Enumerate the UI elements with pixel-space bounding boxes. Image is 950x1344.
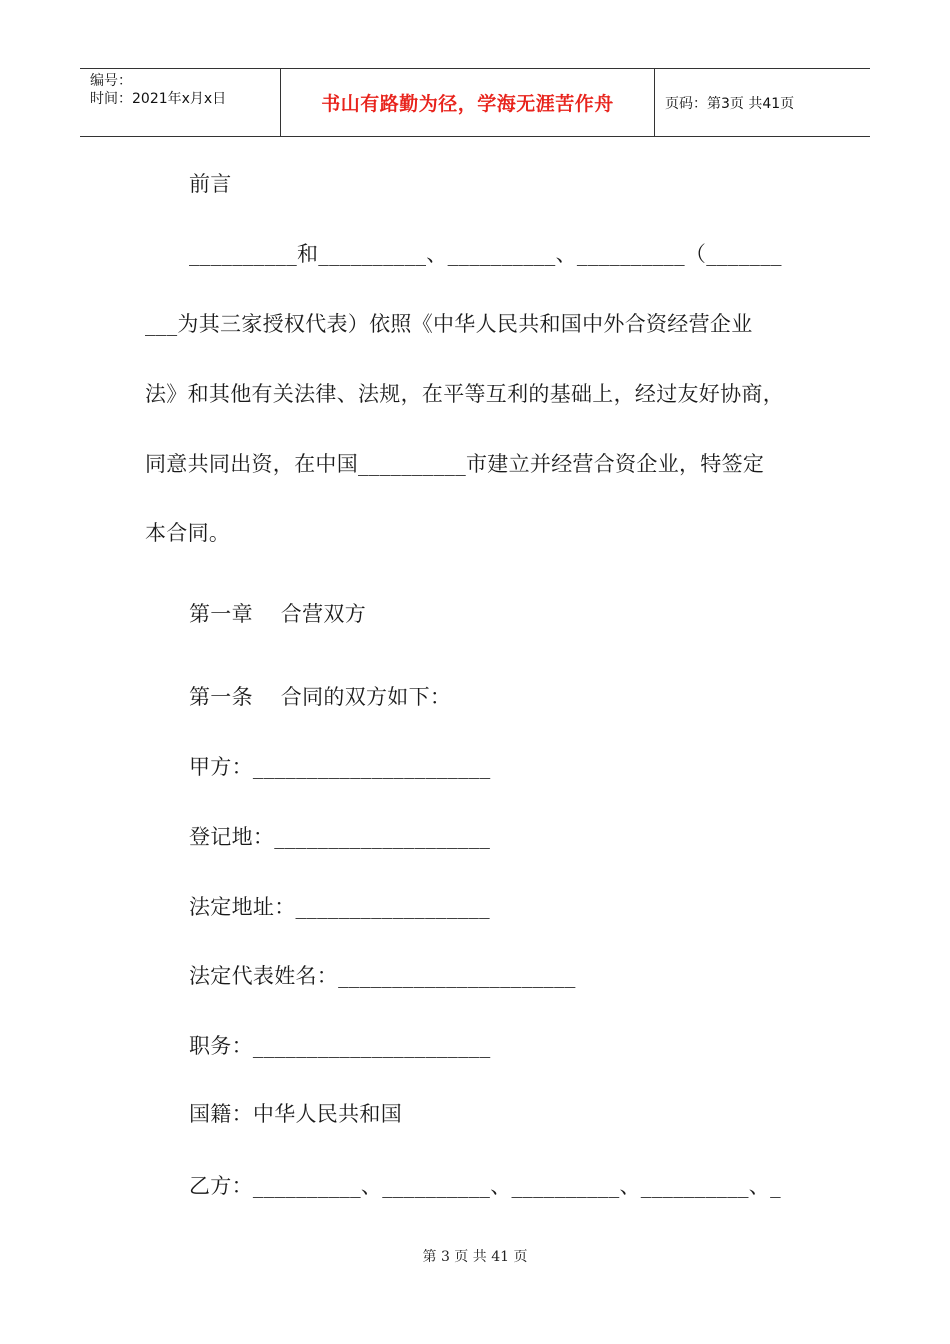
legal-address-field: 法定地址：__________________ <box>189 895 490 919</box>
page-header <box>80 68 870 137</box>
paragraph-line: 法》和其他有关法律、法规，在平等互利的基础上，经过友好协商， <box>145 382 784 406</box>
paragraph-line: __________和__________、__________、__________（_______ <box>189 242 782 266</box>
document-date-label: 时间：2021年x月x日 <box>90 91 227 107</box>
legal-representative-field: 法定代表姓名：______________________ <box>189 964 576 988</box>
nationality-field: 国籍：中华人民共和国 <box>189 1102 402 1126</box>
paragraph-line: ___为其三家授权代表）依照《中华人民共和国中外合资经营企业 <box>145 312 753 336</box>
preface-title: 前言 <box>189 172 232 196</box>
party-b-field: 乙方：__________、__________、__________、__________、_ <box>189 1174 781 1198</box>
chapter-heading: 第一章 合营双方 <box>189 602 367 626</box>
registration-field: 登记地：____________________ <box>189 825 491 849</box>
header-meta-cell <box>80 69 281 136</box>
header-motto: 书山有路勤为径，学海无涯苦作舟 <box>281 69 655 136</box>
position-field: 职务：______________________ <box>189 1034 491 1058</box>
document-number-label: 编号： <box>90 73 132 89</box>
paragraph-line: 本合同。 <box>145 521 231 545</box>
page-footer: 第 3 页 共 41 页 <box>422 1249 528 1265</box>
article-heading: 第一条 合同的双方如下： <box>189 685 452 709</box>
party-a-field: 甲方：______________________ <box>189 755 491 779</box>
header-page-info: 页码：第3页 共41页 <box>665 95 795 112</box>
paragraph-line: 同意共同出资，在中国__________市建立并经营合资企业，特签定 <box>145 452 765 476</box>
